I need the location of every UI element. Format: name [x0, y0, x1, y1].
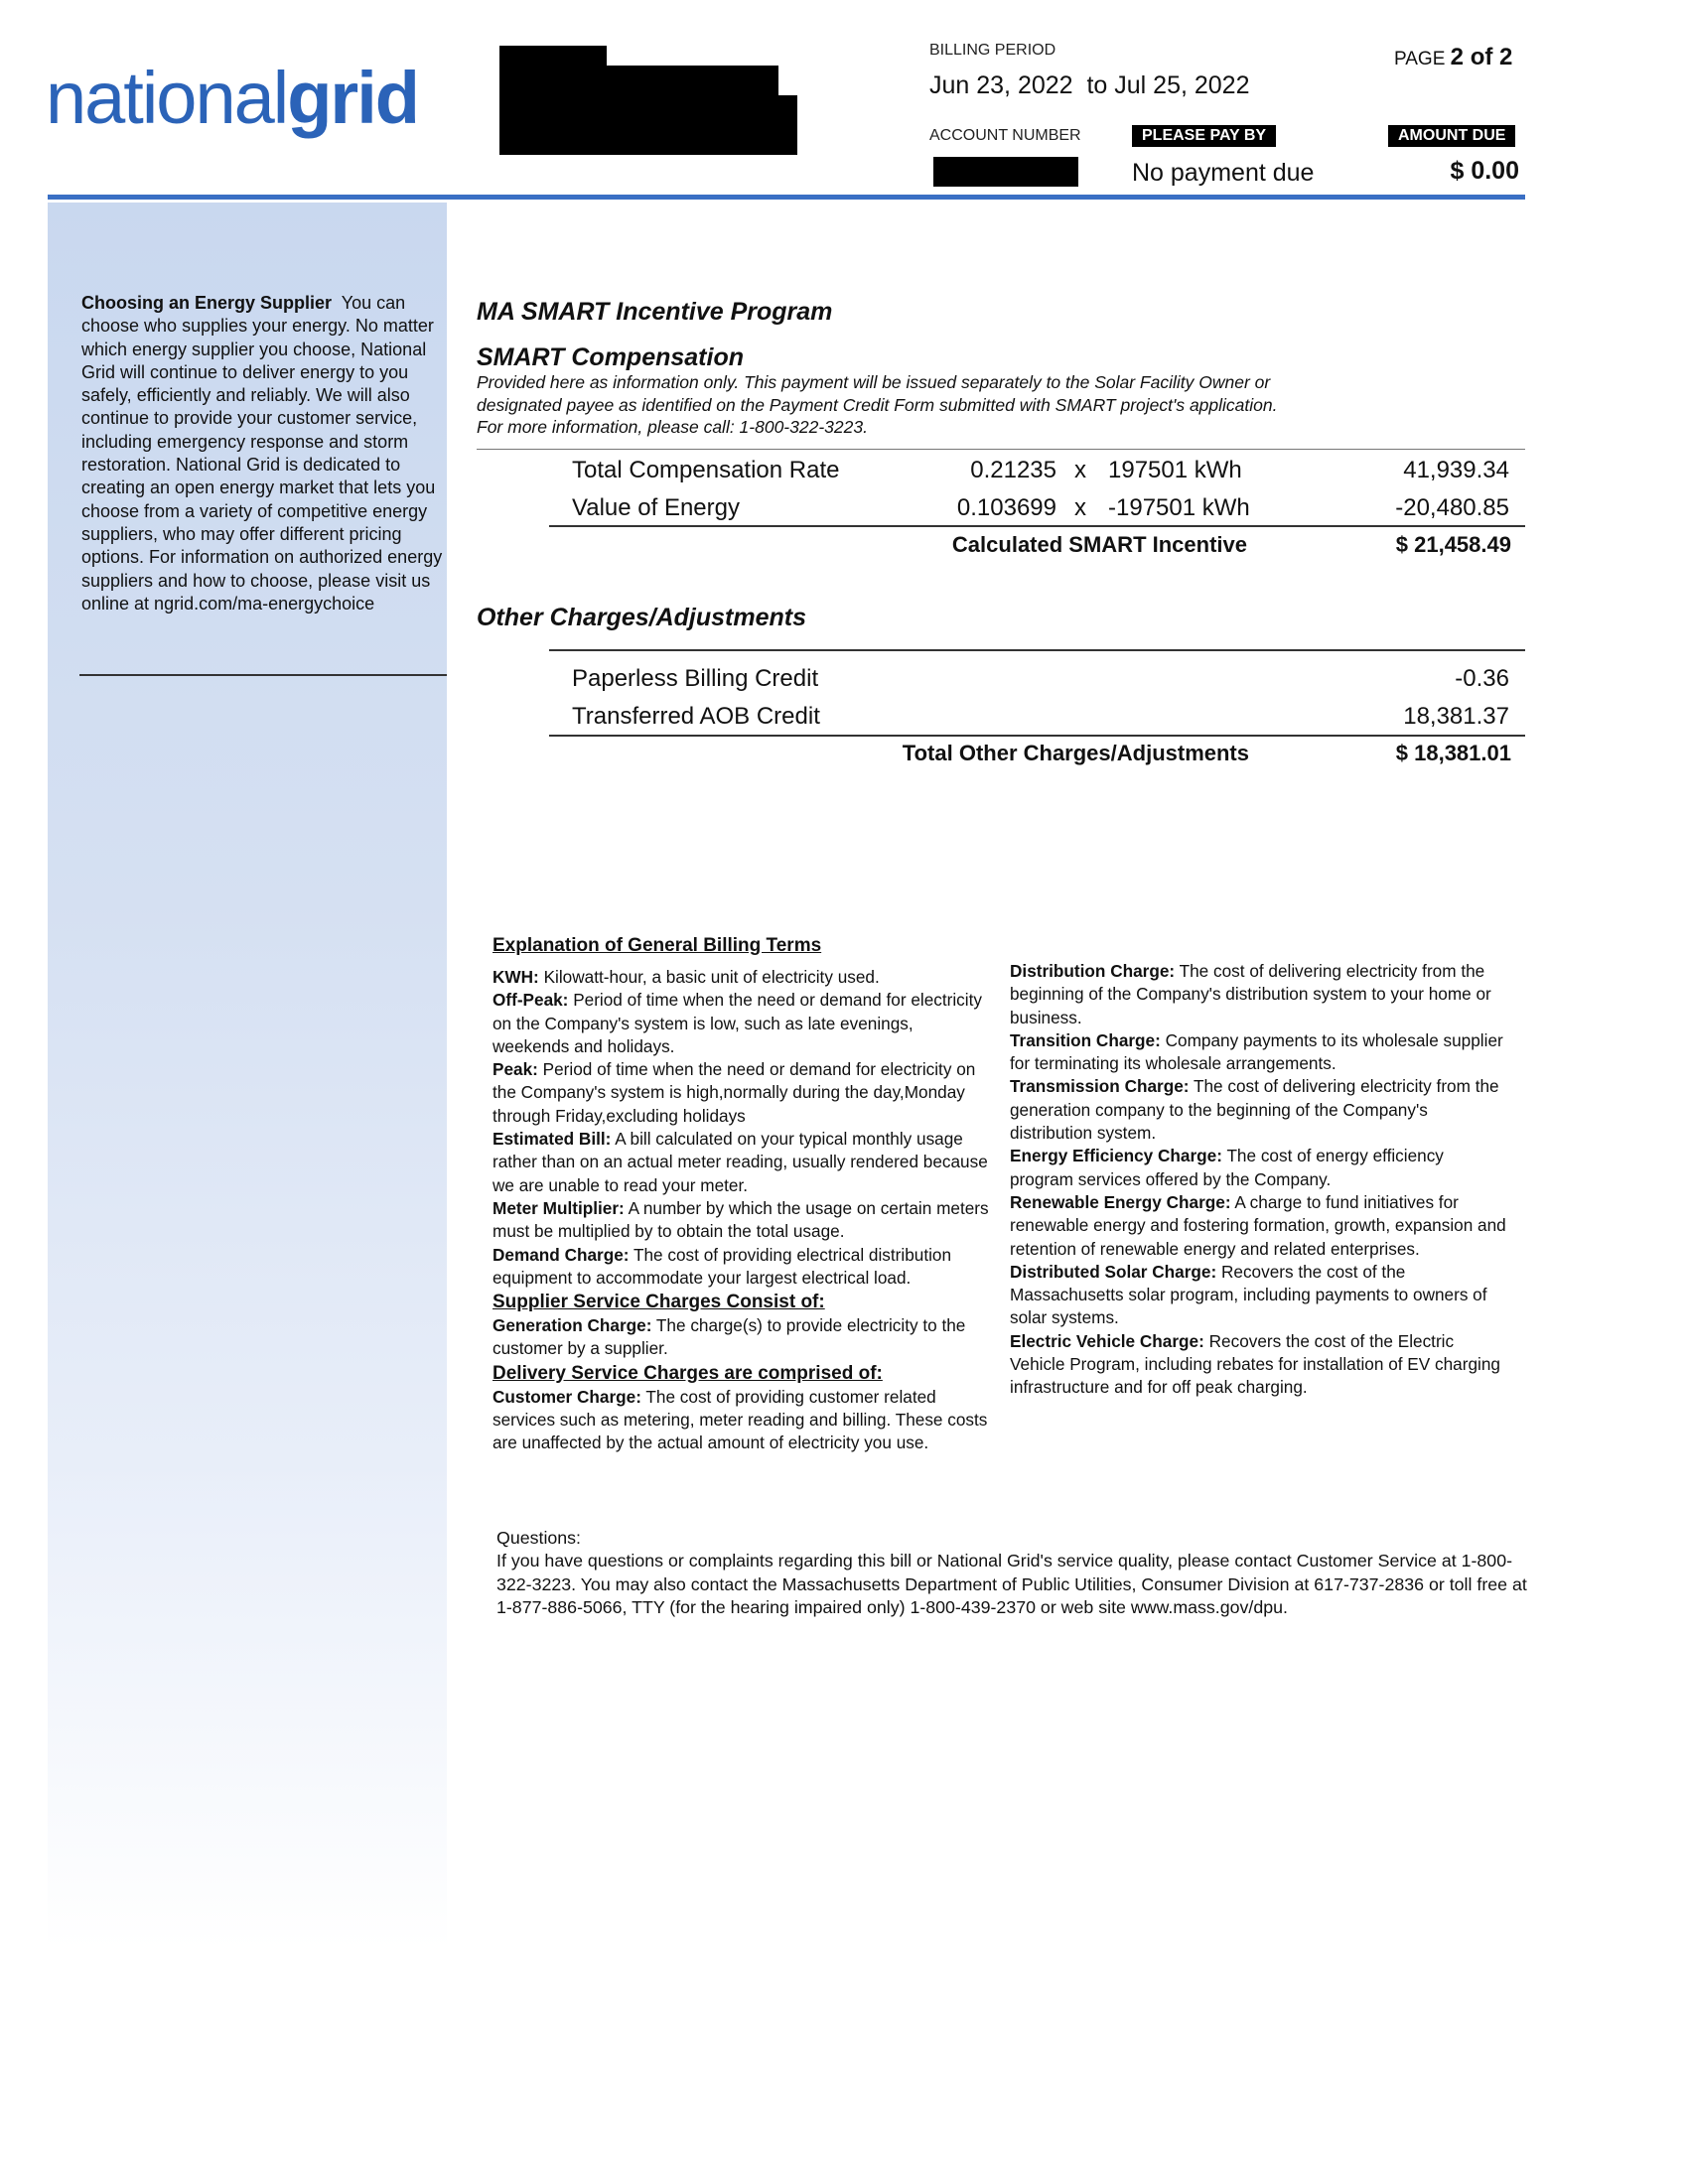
smart-row-multiplier: x: [1074, 457, 1086, 483]
logo-national: national: [46, 57, 288, 139]
sidebar-divider: [79, 674, 447, 676]
other-charges-row-label: Transferred AOB Credit: [572, 703, 820, 730]
term-label: Demand Charge:: [492, 1244, 630, 1265]
please-pay-by-label: PLEASE PAY BY: [1132, 125, 1276, 147]
other-charges-row-label: Paperless Billing Credit: [572, 665, 819, 692]
term-definition: Period of time when the need or demand for electricity on the Company's system is high,normally during the day,Monday through Friday,excluding holidays: [492, 1059, 976, 1126]
billing-period-value: Jun 23, 2022 to Jul 25, 2022: [929, 71, 1250, 99]
smart-note-line: For more information, please call: 1-800-322-3223.: [477, 417, 868, 437]
amount-due-label: AMOUNT DUE: [1388, 125, 1515, 147]
smart-row-amount: -20,480.85: [1395, 494, 1509, 521]
billing-terms-column-left: [492, 933, 989, 1455]
smart-row-multiplier: x: [1074, 494, 1086, 521]
energy-supplier-body: You can choose who supplies your energy. No matter which energy supplier you choose, National Grid will continue to deliver energy to you safely, efficiently and reliably. We will also continue to provide your customer service, including emergency response and storm restoration. National Grid is dedicated to creating an open energy market that lets you choose from a variety of competitive energy suppliers, who may offer different pricing options. For information on authorized energy suppliers and how to choose, please visit us online at ngrid.com/ma-energychoice: [81, 293, 443, 614]
term-distribution-charge: [1010, 960, 1506, 1029]
account-number-label: ACCOUNT NUMBER: [929, 127, 1081, 144]
term-definition: Recovers the cost of the Electric Vehicle Program, including rebates for installation of EV charging infrastructure and for off peak charging.: [1010, 1330, 1500, 1398]
term-definition: A number by which the usage on certain meters must be multiplied by to obtain the total usage.: [492, 1197, 989, 1242]
smart-row-amount: 41,939.34: [1403, 457, 1509, 483]
term-label: Renewable Energy Charge:: [1010, 1191, 1231, 1212]
billing-terms-title: Explanation of General Billing Terms: [492, 935, 822, 956]
term-definition: The charge(s) to provide electricity to the customer by a supplier.: [492, 1315, 966, 1359]
term-customer-charge: [492, 1386, 989, 1455]
smart-row-quantity: 197501 kWh: [1108, 457, 1242, 483]
billing-terms-column-right: [1010, 960, 1506, 1400]
smart-row-label: Value of Energy: [572, 494, 740, 521]
page-indicator: [1394, 44, 1512, 71]
smart-total-value: $ 21,458.49: [1395, 532, 1511, 557]
term-transition-charge: [1010, 1029, 1506, 1076]
term-label: Off-Peak:: [492, 990, 569, 1011]
term-label: Transition Charge:: [1010, 1029, 1161, 1050]
page-number: 2 of 2: [1450, 44, 1513, 70]
header-divider: [48, 195, 1525, 200]
other-charges-total-label: Total Other Charges/Adjustments: [902, 741, 1249, 765]
smart-row-quantity: -197501 kWh: [1108, 494, 1250, 521]
delivery-service-heading: Delivery Service Charges are comprised of:: [492, 1362, 883, 1384]
smart-compensation-title: SMART Compensation: [477, 343, 744, 371]
term-label: Meter Multiplier:: [492, 1197, 625, 1218]
other-charges-title: Other Charges/Adjustments: [477, 604, 807, 631]
redaction-bar: [499, 125, 797, 155]
other-charges-row-amount: 18,381.37: [1403, 703, 1509, 730]
other-charges-row-amount: -0.36: [1455, 665, 1509, 692]
term-definition: The cost of energy efficiency program services offered by the Company.: [1010, 1146, 1444, 1189]
smart-note-line: Provided here as information only. This payment will be issued separately to the Solar Facility Owner or: [477, 372, 1271, 392]
term-definition: A bill calculated on your typical monthly usage rather than on an actual meter reading, usually rendered because we are unable to read your meter.: [492, 1129, 988, 1195]
term-definition: The cost of providing customer related services such as metering, meter reading and billing. These costs are unaffected by the actual amount of electricity you use.: [492, 1386, 988, 1453]
smart-program-title: MA SMART Incentive Program: [477, 298, 833, 326]
energy-supplier-info: [81, 292, 449, 615]
page-label: PAGE: [1394, 49, 1446, 69]
term-renewable-energy-charge: [1010, 1191, 1506, 1261]
term-definition: The cost of providing electrical distribution equipment to accommodate your largest electrical load.: [492, 1244, 952, 1288]
other-charges-total-value: $ 18,381.01: [1395, 741, 1511, 765]
smart-row-label: Total Compensation Rate: [572, 457, 840, 483]
energy-supplier-heading: Choosing an Energy Supplier: [81, 293, 333, 313]
supplier-service-heading: Supplier Service Charges Consist of:: [492, 1292, 825, 1313]
term-label: Distribution Charge:: [1010, 961, 1176, 981]
redaction-bar: [499, 95, 797, 127]
term-transmission-charge: [1010, 1075, 1506, 1145]
term-definition: Period of time when the need or demand for electricity on the Company's system is low, such as late evenings, weekends and holidays.: [492, 990, 982, 1056]
smart-row-rate: 0.21235: [970, 457, 1056, 483]
term-label: Peak:: [492, 1059, 538, 1080]
term-definition: A charge to fund initiatives for renewable energy and fostering formation, growth, expansion and retention of renewable energy and related enterprises.: [1010, 1191, 1506, 1259]
questions-label: Questions:: [496, 1528, 581, 1548]
please-pay-by-value: No payment due: [1132, 159, 1315, 187]
term-energy-efficiency-charge: [1010, 1145, 1506, 1191]
term-definition: Company payments to its wholesale supplier for terminating its wholesale arrangements.: [1010, 1029, 1503, 1074]
term-label: Customer Charge:: [492, 1386, 641, 1407]
term-generation-charge: [492, 1314, 989, 1361]
smart-table-top-rule: [477, 449, 1525, 450]
term-label: Electric Vehicle Charge:: [1010, 1330, 1204, 1351]
term-peak: [492, 1058, 989, 1128]
amount-due-value: $ 0.00: [1450, 157, 1519, 185]
term-definition: The cost of delivering electricity from the generation company to the beginning of the Company's distribution system.: [1010, 1076, 1499, 1144]
smart-note-line: designated payee as identified on the Payment Credit Form submitted with SMART project's application.: [477, 394, 1278, 415]
national-grid-logo: [46, 57, 418, 139]
billing-period-label: BILLING PERIOD: [929, 42, 1056, 59]
questions-body: If you have questions or complaints regarding this bill or National Grid's service quality, please contact Customer Service at 1-800-322-3223. You may also contact the Massachusetts Department of Public Utilities, Consumer Division at 617-737-2836 or toll free at 1-877-886-5066, TTY (for the hearing impaired only) 1-800-439-2370 or web site www.mass.gov/dpu.: [496, 1551, 1527, 1617]
questions-block: [496, 1527, 1529, 1619]
term-demand-charge: [492, 1244, 989, 1291]
term-label: Distributed Solar Charge:: [1010, 1261, 1217, 1282]
smart-total-label: Calculated SMART Incentive: [951, 532, 1247, 557]
smart-total-rule: [549, 525, 1525, 527]
term-label: Generation Charge:: [492, 1315, 652, 1336]
term-definition: Recovers the cost of the Massachusetts solar program, including payments to owners of solar systems.: [1010, 1261, 1487, 1328]
term-definition: The cost of delivering electricity from the beginning of the Company's distribution system to your home or business.: [1010, 961, 1491, 1027]
redaction-bar: [499, 46, 607, 68]
term-label: Estimated Bill:: [492, 1129, 612, 1150]
term-electric-vehicle-charge: [1010, 1330, 1506, 1400]
logo-grid: grid: [287, 57, 418, 139]
term-meter-multiplier: [492, 1197, 989, 1244]
term-definition: Kilowatt-hour, a basic unit of electricity used.: [543, 967, 880, 987]
term-label: Transmission Charge:: [1010, 1076, 1190, 1097]
smart-note: [477, 371, 1529, 439]
redaction-bar: [499, 66, 778, 97]
redacted-account-number: [933, 157, 1078, 187]
term-label: Energy Efficiency Charge:: [1010, 1146, 1222, 1166]
term-estimated-bill: [492, 1128, 989, 1197]
term-label: KWH:: [492, 967, 539, 987]
term-off-peak: [492, 989, 989, 1058]
term-kwh: [492, 966, 989, 989]
other-charges-total-rule: [549, 735, 1525, 737]
term-distributed-solar-charge: [1010, 1261, 1506, 1330]
smart-row-rate: 0.103699: [956, 494, 1056, 521]
other-charges-top-rule: [549, 649, 1525, 651]
